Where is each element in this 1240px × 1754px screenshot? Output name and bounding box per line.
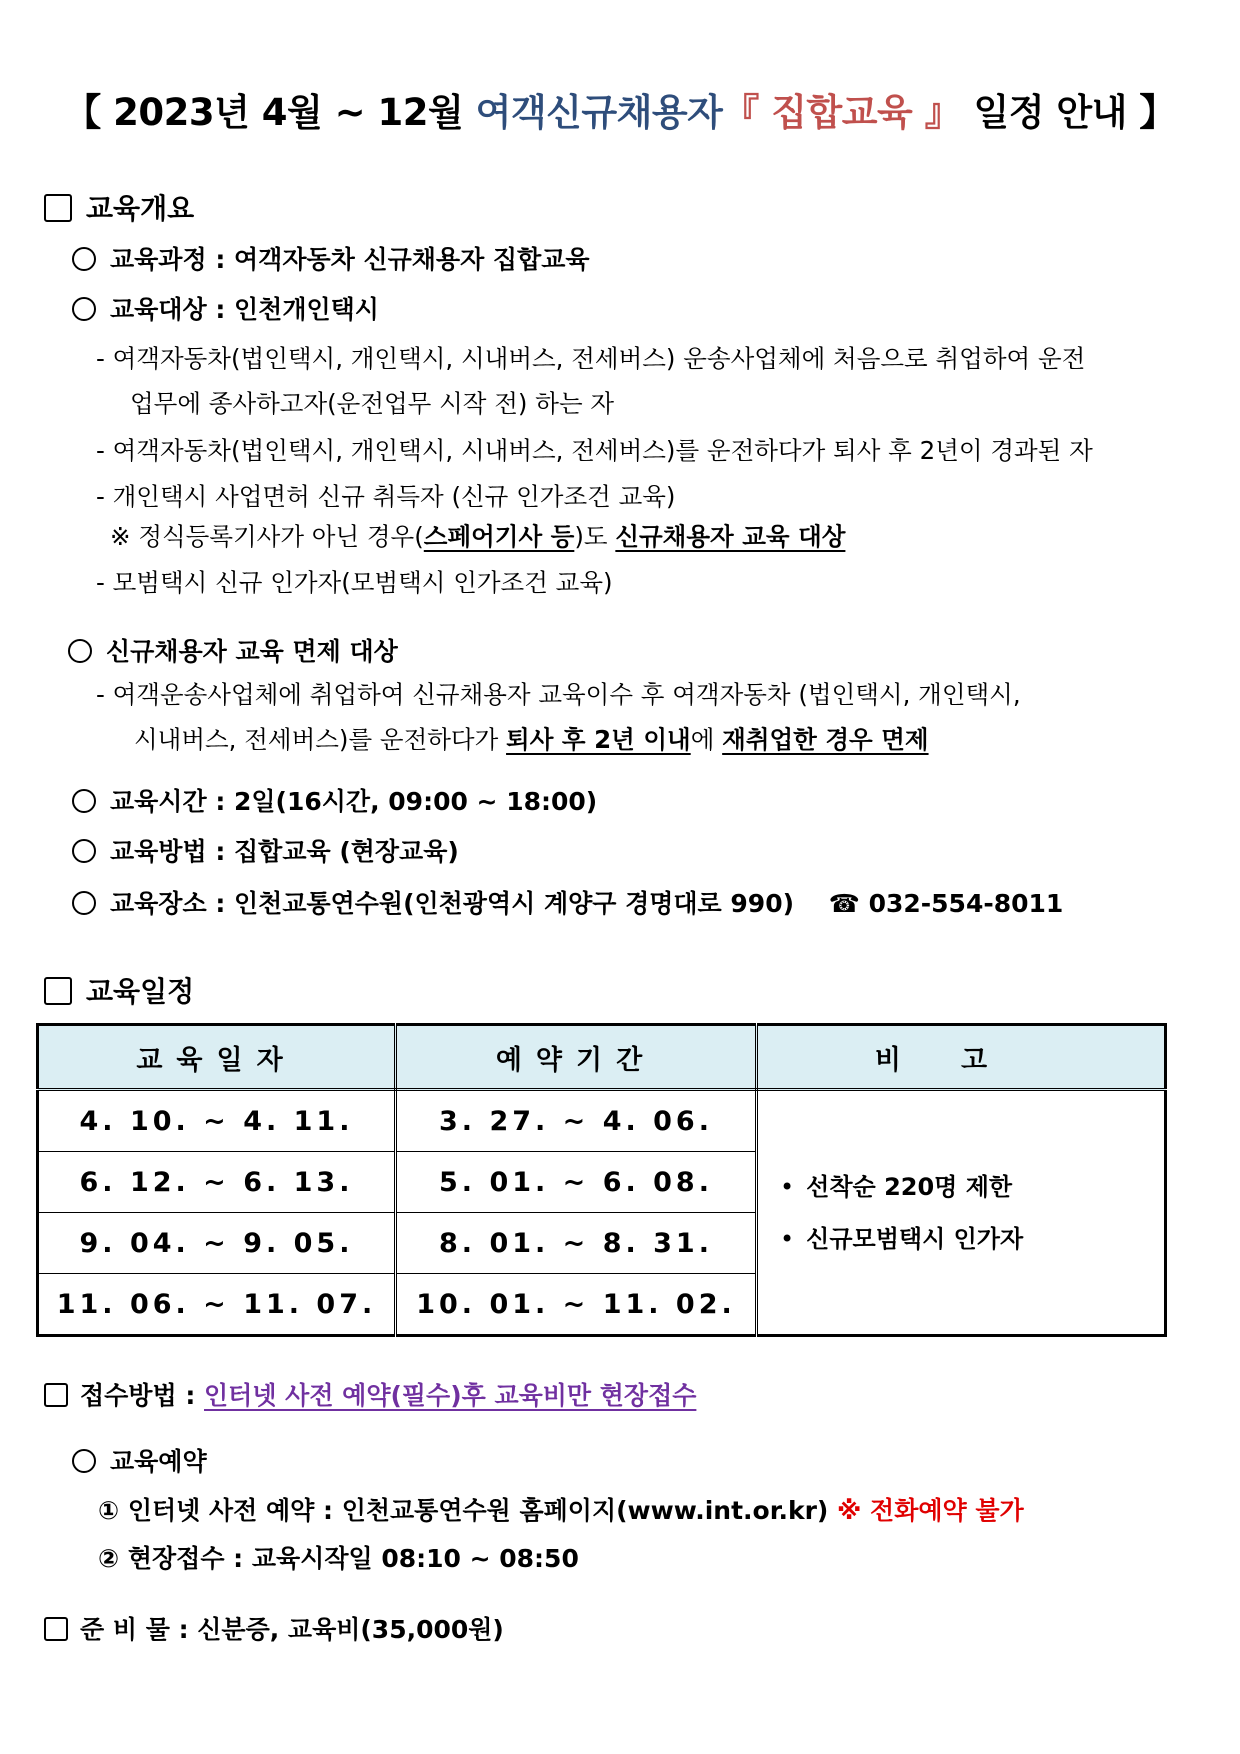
row-reserve: 3. 27. ~ 4. 06. — [396, 1090, 757, 1152]
schedule-table — [36, 1023, 1167, 1337]
header-date: 교육일자 — [38, 1025, 396, 1090]
phone-icon: ☎ — [828, 889, 860, 918]
circle-bullet-icon — [68, 639, 92, 663]
header-note: 비고 — [757, 1025, 1166, 1090]
target-item-4: - 모범택시 신규 인가자(모범택시 인가조건 교육) — [96, 568, 613, 597]
section-schedule-heading: 교육일정 — [44, 970, 194, 1010]
exempt-line-1: - 여객운송사업체에 취업하여 신규채용자 교육이수 후 여객자동차 (법인택시, 개인택시, — [96, 680, 1021, 709]
circle-bullet-icon — [72, 247, 96, 271]
row-date: 4. 10. ~ 4. 11. — [38, 1090, 396, 1152]
reserve-heading: 교육예약 — [72, 1442, 207, 1478]
row-date: 11. 06. ~ 11. 07. — [38, 1274, 396, 1336]
note-item: • 신규모범택시 인가자 — [780, 1213, 1163, 1265]
apply-line: 접수방법 : 인터넷 사전 예약(필수)후 교육비만 현장접수 — [44, 1376, 696, 1412]
time-line: 교육시간 : 2일(16시간, 09:00 ~ 18:00) — [72, 782, 597, 818]
circle-bullet-icon — [72, 1449, 96, 1473]
checkbox-icon — [44, 977, 72, 1005]
phone-number: 032-554-8011 — [868, 889, 1064, 918]
header-reserve: 예약기간 — [396, 1025, 757, 1090]
row-date: 9. 04. ~ 9. 05. — [38, 1213, 396, 1274]
reserve-item-2: ② 현장접수 : 교육시작일 08:10 ~ 08:50 — [98, 1544, 579, 1573]
method-line: 교육방법 : 집합교육 (현장교육) — [72, 832, 459, 868]
row-date: 6. 12. ~ 6. 13. — [38, 1152, 396, 1213]
target-item-2: - 여객자동차(법인택시, 개인택시, 시내버스, 전세버스)를 운전하다가 퇴사 후 2년이 경과된 자 — [96, 436, 1093, 465]
table-header-row — [38, 1025, 1166, 1090]
note-item: • 선착순 220명 제한 — [780, 1161, 1163, 1213]
checkbox-icon — [44, 1383, 68, 1407]
circle-bullet-icon — [72, 891, 96, 915]
apply-value-link: 인터넷 사전 예약(필수)후 교육비만 현장접수 — [204, 1381, 697, 1410]
target-item-1: - 여객자동차(법인택시, 개인택시, 시내버스, 전세버스) 운송사업체에 처음으로 취업하여 운전 — [96, 344, 1086, 373]
row-reserve: 10. 01. ~ 11. 02. — [396, 1274, 757, 1336]
place-line: 교육장소 : 인천교통연수원(인천광역시 계양구 경명대로 990) ☎ 032-554-8011 — [72, 884, 1063, 920]
target-item-3: - 개인택시 사업면허 신규 취득자 (신규 인가조건 교육) — [96, 482, 676, 511]
table-row — [38, 1090, 1166, 1152]
row-reserve: 8. 01. ~ 8. 31. — [396, 1213, 757, 1274]
target-item-1-cont: 업무에 종사하고자(운전업무 시작 전) 하는 자 — [130, 389, 615, 418]
circle-bullet-icon — [72, 297, 96, 321]
target-line: 교육대상 : 인천개인택시 — [72, 290, 379, 326]
schedule-notes — [757, 1090, 1166, 1336]
circle-bullet-icon — [72, 789, 96, 813]
course-line: 교육과정 : 여객자동차 신규채용자 집합교육 — [72, 240, 590, 276]
row-reserve: 5. 01. ~ 6. 08. — [396, 1152, 757, 1213]
page-title: 【 2023년 4월 ~ 12월 여객신규채용자『 집합교육 』 일정 안내 】 — [64, 91, 1176, 134]
reserve-item-1: ① 인터넷 사전 예약 : 인천교통연수원 홈페이지(www.int.or.kr) ※ 전화예약 불가 — [98, 1496, 1024, 1525]
circle-bullet-icon — [72, 839, 96, 863]
target-note: ※ 정식등록기사가 아닌 경우(스페어기사 등)도 신규채용자 교육 대상 — [110, 522, 846, 551]
prepare-line: 준 비 물 : 신분증, 교육비(35,000원) — [44, 1610, 504, 1646]
exempt-line-2: 시내버스, 전세버스)를 운전하다가 퇴사 후 2년 이내에 재취업한 경우 면제 — [134, 725, 929, 754]
checkbox-icon — [44, 194, 72, 222]
section-overview-heading: 교육개요 — [44, 187, 194, 227]
checkbox-icon — [44, 1617, 68, 1641]
exempt-heading: 신규채용자 교육 면제 대상 — [68, 632, 398, 668]
